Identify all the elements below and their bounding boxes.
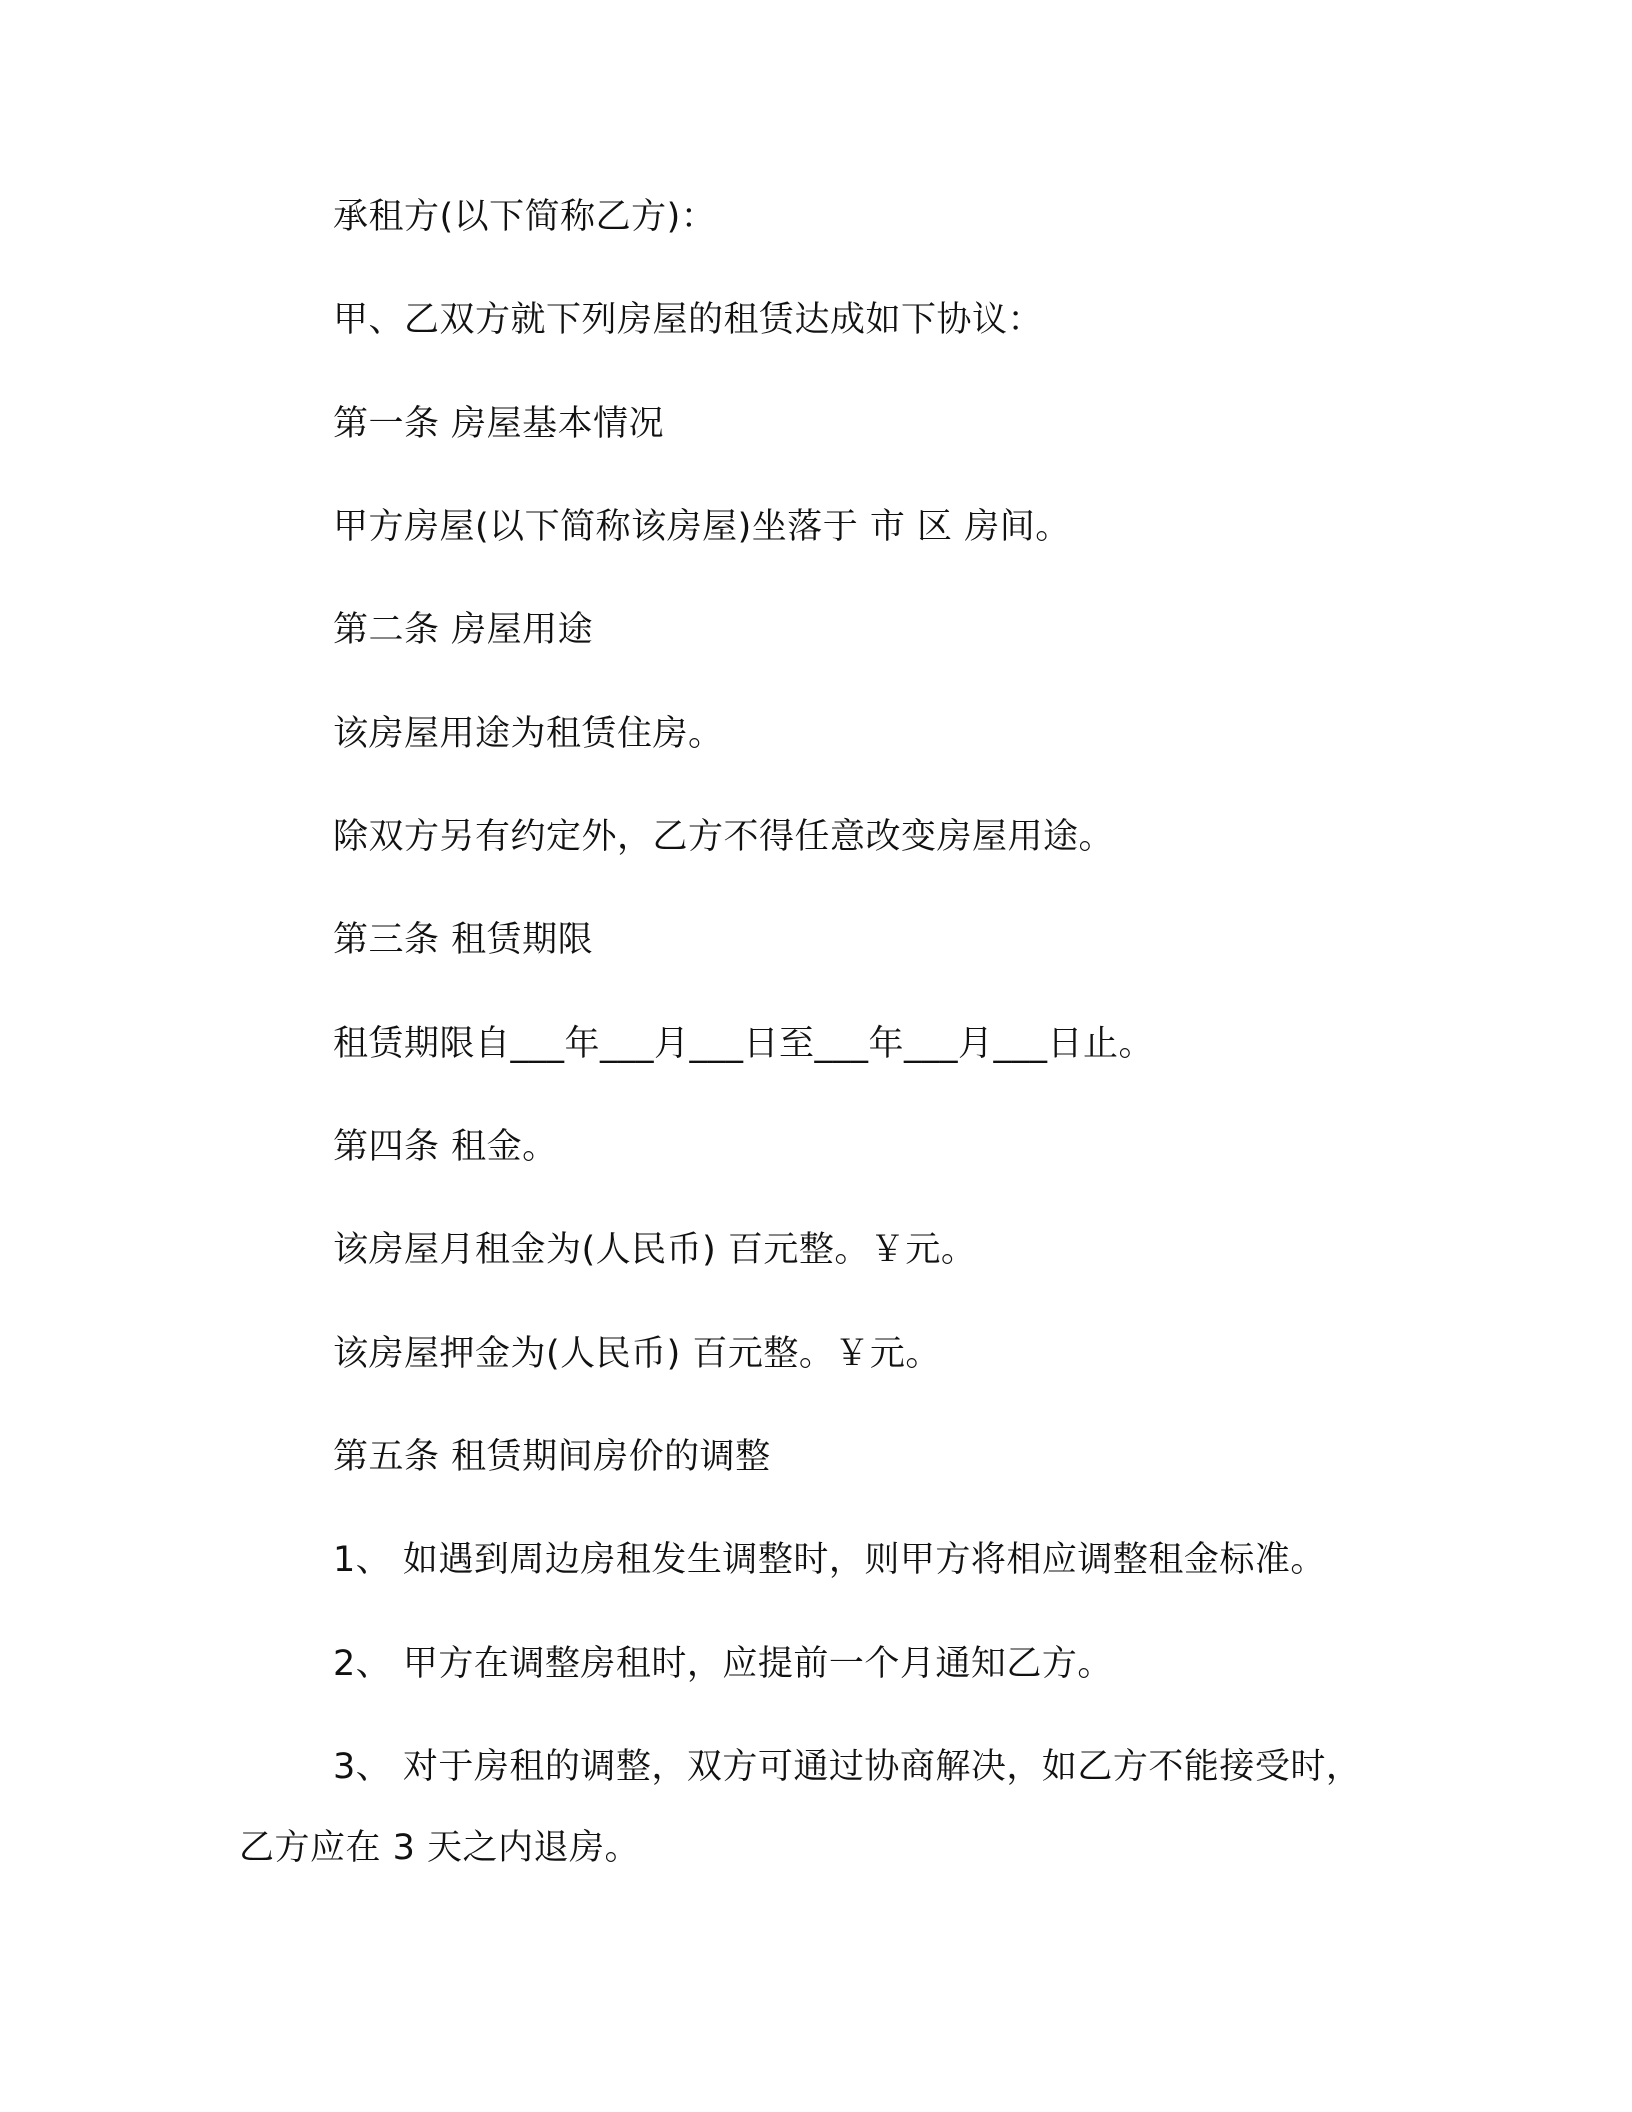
agreement-intro: 甲、乙双方就下列房屋的租赁达成如下协议： bbox=[333, 300, 1044, 340]
article-1-text: 甲方房屋(以下简称该房屋)坐落于 市 区 房间。 bbox=[333, 507, 1071, 547]
article-5-item-3-cont: 乙方应在 3 天之内退房。 bbox=[239, 1828, 641, 1868]
article-4-heading: 第四条 租金。 bbox=[333, 1127, 558, 1167]
article-3-heading: 第三条 租赁期限 bbox=[333, 920, 594, 960]
article-5-item-1: 1、 如遇到周边房租发生调整时，则甲方将相应调整租金标准。 bbox=[333, 1540, 1326, 1580]
article-2-text-1: 该房屋用途为租赁住房。 bbox=[333, 714, 724, 754]
article-1-heading: 第一条 房屋基本情况 bbox=[333, 404, 665, 444]
article-4-deposit: 该房屋押金为(人民币) 百元整。￥元。 bbox=[333, 1334, 941, 1374]
article-5-item-2: 2、 甲方在调整房租时，应提前一个月通知乙方。 bbox=[333, 1644, 1113, 1684]
article-2-heading: 第二条 房屋用途 bbox=[333, 610, 594, 650]
article-5-item-3: 3、 对于房租的调整，双方可通过协商解决，如乙方不能接受时， bbox=[333, 1747, 1362, 1787]
article-2-text-2: 除双方另有约定外，乙方不得任意改变房屋用途。 bbox=[333, 817, 1115, 857]
article-4-rent: 该房屋月租金为(人民币) 百元整。￥元。 bbox=[333, 1230, 977, 1270]
tenant-line: 承租方(以下简称乙方)： bbox=[333, 197, 717, 237]
article-3-text: 租赁期限自___年___月___日至___年___月___日止。 bbox=[333, 1024, 1155, 1064]
article-5-heading: 第五条 租赁期间房价的调整 bbox=[333, 1437, 771, 1477]
